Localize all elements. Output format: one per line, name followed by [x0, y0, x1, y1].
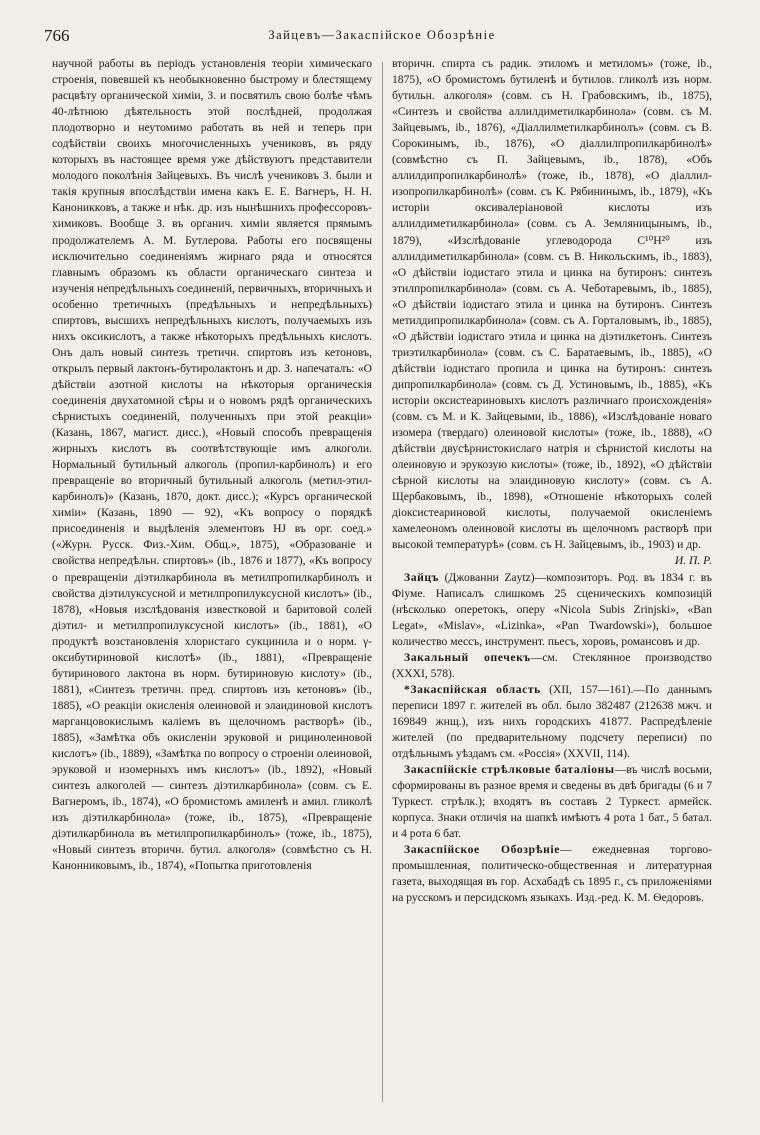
entry-zaytz	[392, 570, 712, 650]
entry-strelkovye-batalyony-text: —въ числѣ восьми, сформированы въ разное время и сведены въ двѣ бригады (6 и 7 Туркест. стрѣлк.); входятъ въ составъ 2 Туркест. армейск. корпуса. Знаки отличія на шапкѣ имѣютъ 4 рота 1 бат., 5 батал. и 4 рота 6 бат.	[392, 763, 712, 841]
entry-zakaspiyskoe-obozrenie-text: — ежедневная торгово-промышленная, политическо-общественная и литературная газета, выходящая въ гор. Асхабадѣ съ 1895 г., съ приложеніями на русскомъ и персидскомъ языкахъ. Изд.-ред. К. М. Ѳедоровъ.	[392, 843, 712, 905]
two-column-body	[52, 56, 716, 1116]
entry-zakaspiyskaya-oblast	[392, 682, 712, 762]
headword-zakaspiyskoe-obozrenie: Закаспійское Обозрѣніе	[404, 843, 560, 857]
page-number: 766	[44, 26, 70, 45]
zaitsev-bibliography-text: вторичн. спирта съ радик. этиломъ и метиломъ» (тоже, ib., 1875), «О бромистомъ бутиленѣ и бутилов. гликолѣ изъ норм. бутильн. алкоголя» (совм. съ Н. Грабовскимъ, ib., 1875), «Синтезъ и свойства аллилдиметилкарбинола» (совм. съ М. Зайцевымъ, ib., 1876), «Діаллилметилкарбинолъ» (совм. съ В. Сорокинымъ, ib., 1876), «О діаллилпропилкарбинолѣ» (совмѣстно съ П. Зайцевымъ, ib., 1878), «Объ аллилдипропилкарбинолѣ» (тоже, ib., 1878), «О діаллил-изопропилкарбинолѣ» (совм. съ К. Рябининымъ, ib., 1879), «Къ исторіи оксивалеріановой кислоты изъ аллилдиметилкарбинола» (совм. съ А. Земляницынымъ, ib., 1879), «Изслѣдованіе углеводорода C¹⁰H²⁰ изъ аллилдиметилкарбинола» (совм. съ В. Никольскимъ, ib., 1883), «О дѣйствіи іодистаго этила и цинка на бутиронъ: синтезъ этилпропилкарбинола» (совм. съ А. Чеботаревымъ, ib., 1885), «О дѣйствіи іодистаго этила и цинка на бутиронъ. Синтезъ метилдипропилкарбинола» (совм. съ А. Горталовымъ, ib., 1885), «О дѣйствіи іодистаго этила и цинка на діэтилкетонъ. Синтезъ триэтилкарбинола» (совм. съ С. Баратаевымъ, ib., 1885), «О дѣйствіи іодистаго пропила и цинка на бутиронъ: синтезъ дипропилкарбинола» (совм. съ Д. Устиновымъ, ib., 1885), «Къ исторіи оксистеариновыхъ кислотъ различнаго происхожденія» (совм. съ М. и К. Зайцевыми, ib., 1886), «Изслѣдованіе новаго изомера (твердаго) олеиновой кислоты» (тоже, ib., 1888), «О дѣйствіи двусѣрнистокислаго натрія и сѣрнистой кислоты на олеиновую и эрукозую кислоты» (тоже, ib., 1892), «О дѣйствіи сѣрной кислоты на элаидиновую кислоту» (совм. съ А. Щербаковымъ, ib., 1898), «Отношеніе нѣкоторыхъ солей діоксистеариновой кислоты, получаемой окисленіемъ хамелеономъ олеиновой кислоты въ щелочномъ растворѣ при высокой температурѣ» (совм. съ Н. Зайцевымъ, ib., 1903) и др.	[392, 57, 712, 552]
entry-zakaspiyskoe-obozrenie	[392, 842, 712, 906]
headword-strelkovye-batalyony: Закаспійскіе стрѣлковые баталіоны	[404, 763, 615, 777]
headword-zakalny-opechek: Закальный опечекъ	[404, 650, 531, 664]
entry-zakalny-opechek	[392, 650, 712, 682]
zaitsev-entry-end	[392, 56, 712, 570]
entry-zakalny-opechek-text: —см. Стеклянное производство (XXXI, 578).	[392, 650, 712, 680]
headword-zakaspiyskaya-oblast: *Закаспійская область	[404, 682, 541, 696]
headword-zaytz: Зайцъ	[404, 570, 440, 584]
zaitsev-entry-continuation: научной работы въ періодъ установленія теоріи химическаго строенія, повевшей къ необыкновенно быстрому и блестящему расцвѣту органической химіи, З. и посвятилъ свою болѣе чѣмъ 40-лѣтнюю дѣятельность этой послѣдней, продолжая плодотворно и неутомимо работать въ ней и теперь при содѣйствіи своихъ многочисленныхъ учениковъ, въ ряду которыхъ въ настоящее время уже дѣйствуютъ представители молодого поколѣнія Зайцевыхъ. Въ числѣ учениковъ З. были и такія крупныя впослѣдствіи имена какъ Е. Е. Вагнеръ, Н. Н. Каноникковъ, а также и нѣк. др. изъ нынѣшнихъ профессоровъ-химиковъ. Вообще З. въ органич. химіи является прямымъ продолжателемъ А. М. Бутлерова. Работы его посвящены исключительно соединеніямъ жирнаго ряда и относятся главнымъ образомъ къ области органическаго синтеза и изученія непредѣльныхъ соединеній, первичныхъ, вторичныхъ и особенно третичныхъ (предѣльныхъ и непредѣльныхъ) спиртовъ, высшихъ непредѣльныхъ кислотъ, получаемыхъ изъ нихъ оксикислотъ, а также нѣкоторыхъ предѣльныхъ кислотъ. Онъ далъ новый синтезъ третичн. спиртовъ изъ кетоновъ, открылъ первый лактонъ-бутиролактонъ и др. З. напечаталъ: «О дѣйствіи азотной кислоты на нѣкоторыя органическія соединенія двухатомной сѣры и о новомъ рядѣ органическихъ сѣрнистыхъ соединеній, полученныхъ при этой реакціи» (Казань, 1867, магист. дисс.), «Новый способъ превращенія жирныхъ кислотъ въ соотвѣтствующіе имъ алкоголи. Нормальный бутильный алкоголь (пропил-карбинолъ) и его превращеніе во вторичный бутильный алкоголь (метил-этил-карбинолъ)» (Казань, 1870, докт. дисс.); «Курсъ органической химіи» (Казань, 1890 — 92), «Къ вопросу о порядкѣ присоединенія и выдѣленія элементовъ HJ въ орг. соед.» («Журн. Русск. Физ.-Хим. Общ.», 1875), «Образованіе и свойства непредѣльн. спиртовъ» (ib., 1876 и 1877), «Къ вопросу о превращеніи діэтилкарбинола въ метилпропилкарбинолъ и свойства діэтилуксусной и метилпропилуксусной кислотъ» (ib., 1878), «Новыя изслѣдованія известковой и баритовой солей діэтил- и метилпропилуксусной кислотъ» (ib., 1881), «О продуктѣ возстановленія хлористаго сукцинила и о норм. γ-оксибутириновой кислотѣ» (ib., 1881), «Превращеніе бутиринового лактона въ норм. бутириновую кислоту» (ib., 1881), «Синтезъ третичн. пред. спиртовъ изъ кетоновъ» (ib., 1885), «О реакціи окисленія олеиновой и элаидиновой кислотъ марганцовокислымъ каліемъ въ щелочномъ растворѣ» (ib., 1885), «Замѣтка объ окисленіи эруковой и рицинолеиновой кислотъ» (ib., 1889), «Замѣтка по вопросу о строеніи олеиновой, эруковой и изомерныхъ имъ кислотъ» (ib., 1892), «Новый синтезъ алкоголей — синтезъ діэтилкарбинола» (совм. съ Е. Вагнеромъ, ib., 1874), «О бромистомъ амиленѣ и амил. гликолѣ изъ діэтилкарбинола» (тоже, ib., 1875), «Превращеніе діэтилкарбинола въ метилпропилкарбинолъ» (тоже, ib., 1875), «Новый синтезъ вторичн. бутил. алкоголя» (совмѣстно съ Н. Канонниковымъ, ib., 1874), «Попытка приготовленія	[52, 57, 372, 873]
right-column	[392, 56, 712, 1116]
author-signature: И. П. Р.	[674, 554, 712, 568]
entry-strelkovye-batalyony	[392, 762, 712, 842]
entry-zakaspiyskaya-oblast-text: (XII, 157—161).—По даннымъ переписи 1897 г. жителей въ обл. было 382487 (212638 мжч. и 169849 жнщ.), изъ нихъ городскихъ 41877. Распредѣленіе жителей (по предварительному подсчету переписи) по отдѣльнымъ уѣздамъ см. «Россія» (XXVII, 114).	[392, 682, 712, 761]
column-divider	[382, 62, 383, 1102]
page-header	[44, 24, 720, 50]
entry-zaytz-text: (Джованни Zaytz)—композиторъ. Род. въ 1834 г. въ Фіуме. Написалъ слишкомъ 25 сценическихъ композицій (нѣсколько оперетокъ, оперу «Nicola Subis Zrinjski», «Ban Legat», «Mislav», «Lizinka», «Pan Twardowski»), большое количество мессъ, инструмент. пьесъ, хоровъ, романсовъ и др.	[392, 570, 712, 648]
left-column	[52, 56, 372, 1116]
running-title: Зайцевъ—Закаспійское Обозрѣніе	[268, 28, 496, 42]
